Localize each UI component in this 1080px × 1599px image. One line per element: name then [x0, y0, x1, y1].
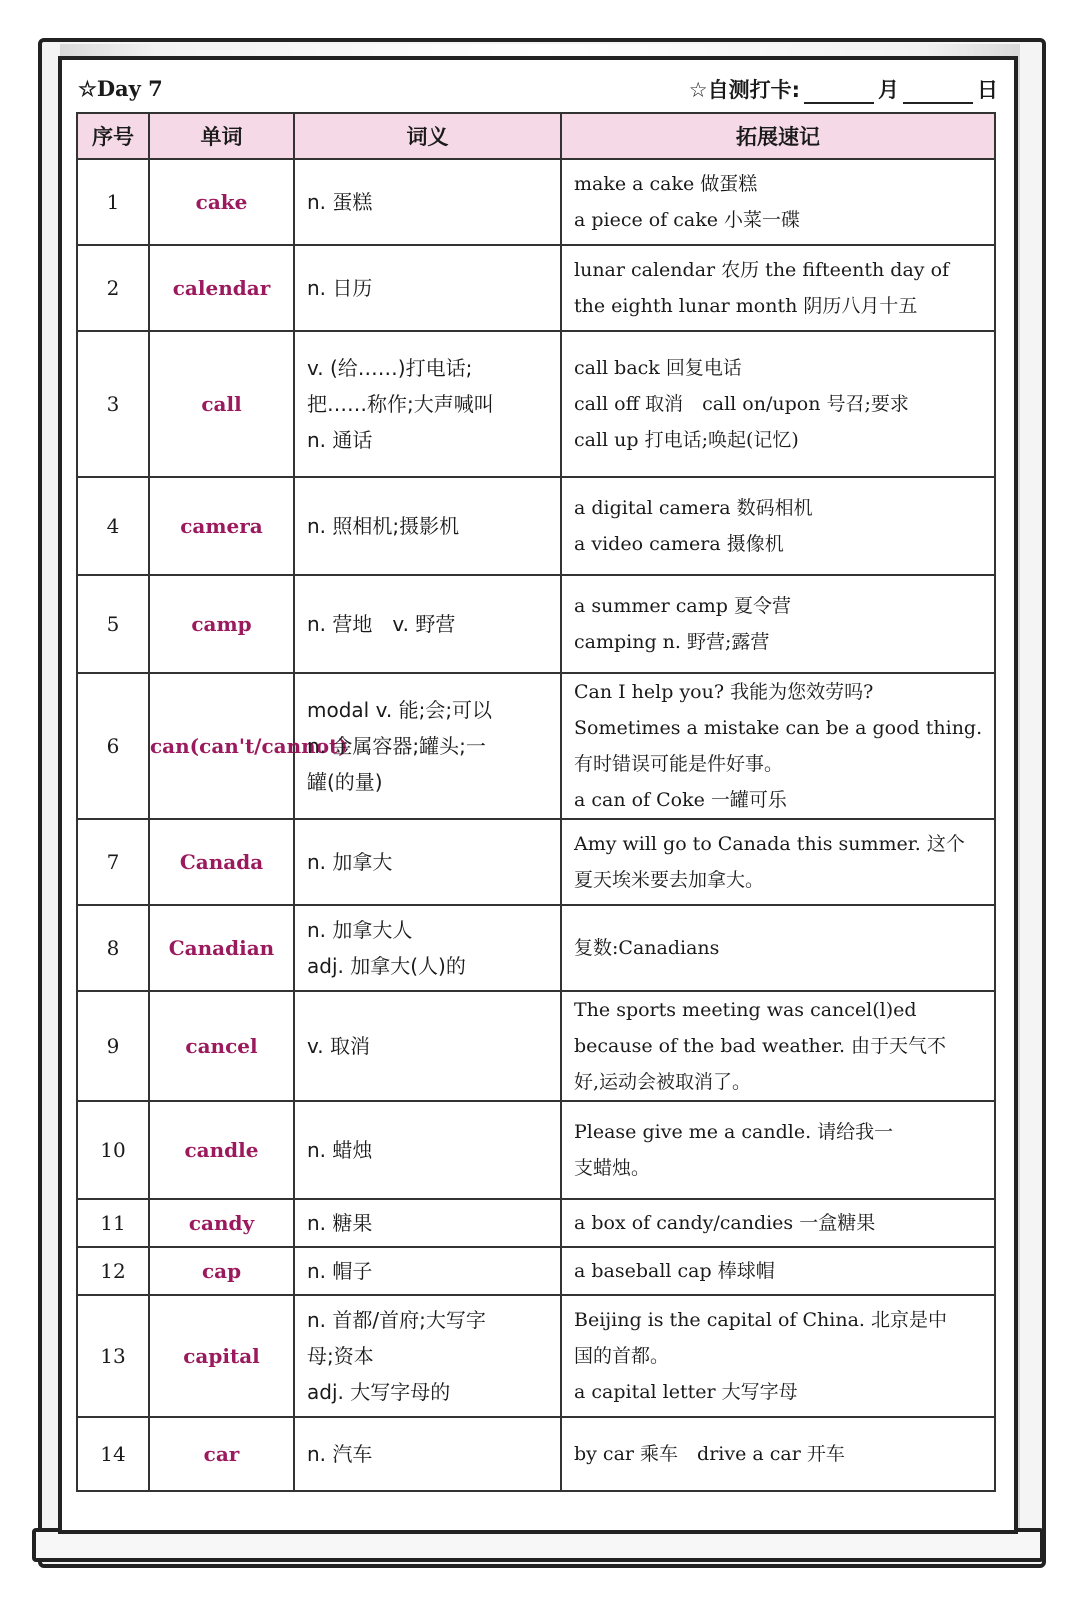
- extension-note: [561, 477, 995, 575]
- self-check-label: ☆自测打卡:: [688, 78, 800, 102]
- extension-line: 国的首都。: [574, 1345, 670, 1367]
- word-meaning: [294, 991, 561, 1101]
- extension-note: [561, 819, 995, 905]
- extension-line: a box of candy/candies 一盒糖果: [574, 1212, 876, 1234]
- table-row: [77, 819, 995, 905]
- table-row: [77, 1295, 995, 1417]
- extension-note: [561, 991, 995, 1101]
- vocab-table: [76, 112, 996, 1492]
- vocab-word: Canada: [149, 819, 294, 905]
- sheet-header: [78, 72, 998, 112]
- meaning-line: n. 糖果: [307, 1211, 373, 1235]
- vocab-sheet: [58, 56, 1018, 1534]
- col-header-extension: 拓展速记: [561, 113, 995, 159]
- vocab-word: call: [149, 331, 294, 477]
- table-row: [77, 159, 995, 245]
- self-check-line: [689, 74, 998, 104]
- vocab-word: calendar: [149, 245, 294, 331]
- extension-note: [561, 1417, 995, 1491]
- month-label: 月: [878, 78, 899, 102]
- row-number: 14: [77, 1417, 149, 1491]
- meaning-line: n. 通话: [307, 428, 373, 452]
- table-row: [77, 905, 995, 991]
- word-meaning: [294, 905, 561, 991]
- row-number: 6: [77, 673, 149, 819]
- month-blank[interactable]: [804, 80, 874, 104]
- extension-line: Can I help you? 我能为您效劳吗?: [574, 681, 874, 703]
- meaning-line: adj. 大写字母的: [307, 1380, 451, 1404]
- meaning-line: n. 日历: [307, 276, 373, 300]
- extension-line: Sometimes a mistake can be a good thing.: [574, 717, 983, 739]
- table-row: [77, 1417, 995, 1491]
- vocab-word: cap: [149, 1247, 294, 1295]
- vocab-word: cake: [149, 159, 294, 245]
- extension-line: because of the bad weather. 由于天气不: [574, 1035, 947, 1057]
- row-number: 3: [77, 331, 149, 477]
- col-header-no: 序号: [77, 113, 149, 159]
- extension-line: a can of Coke 一罐可乐: [574, 789, 787, 811]
- table-row: [77, 1101, 995, 1199]
- meaning-line: adj. 加拿大(人)的: [307, 954, 466, 978]
- vocab-word: can(can't/cannot): [149, 673, 294, 819]
- vocab-word: camera: [149, 477, 294, 575]
- extension-note: [561, 1295, 995, 1417]
- extension-note: [561, 331, 995, 477]
- meaning-line: n. 汽车: [307, 1442, 373, 1466]
- meaning-line: modal v. 能;会;可以: [307, 698, 493, 722]
- extension-line: call up 打电话;唤起(记忆): [574, 429, 799, 451]
- table-row: [77, 991, 995, 1101]
- vocab-word: candy: [149, 1199, 294, 1247]
- vocab-word: candle: [149, 1101, 294, 1199]
- meaning-line: n. 金属容器;罐头;一: [307, 734, 486, 758]
- extension-line: a capital letter 大写字母: [574, 1381, 798, 1403]
- row-number: 9: [77, 991, 149, 1101]
- meaning-line: n. 照相机;摄影机: [307, 514, 460, 538]
- extension-line: 好,运动会被取消了。: [574, 1071, 752, 1093]
- extension-note: [561, 1101, 995, 1199]
- meaning-line: n. 帽子: [307, 1259, 373, 1283]
- row-number: 7: [77, 819, 149, 905]
- meaning-line: n. 加拿大人: [307, 918, 413, 942]
- extension-line: Amy will go to Canada this summer. 这个: [574, 833, 965, 855]
- meaning-line: 母;资本: [307, 1344, 374, 1368]
- extension-line: call back 回复电话: [574, 357, 742, 379]
- table-row: [77, 331, 995, 477]
- table-header-row: [77, 113, 995, 159]
- extension-line: the eighth lunar month 阴历八月十五: [574, 295, 918, 317]
- row-number: 5: [77, 575, 149, 673]
- day-char-label: 日: [977, 78, 998, 102]
- vocab-word: Canadian: [149, 905, 294, 991]
- extension-line: call off 取消 call on/upon 号召;要求: [574, 393, 909, 415]
- col-header-meaning: 词义: [294, 113, 561, 159]
- row-number: 4: [77, 477, 149, 575]
- vocab-word: capital: [149, 1295, 294, 1417]
- row-number: 10: [77, 1101, 149, 1199]
- extension-note: [561, 905, 995, 991]
- word-meaning: [294, 1247, 561, 1295]
- row-number: 12: [77, 1247, 149, 1295]
- extension-line: lunar calendar 农历 the fifteenth day of: [574, 259, 950, 281]
- word-meaning: [294, 1199, 561, 1247]
- extension-line: 支蜡烛。: [574, 1157, 651, 1179]
- table-body: [77, 159, 995, 1491]
- extension-line: Beijing is the capital of China. 北京是中: [574, 1309, 948, 1331]
- extension-line: camping n. 野营;露营: [574, 631, 770, 653]
- table-row: [77, 1199, 995, 1247]
- word-meaning: [294, 1295, 561, 1417]
- word-meaning: [294, 245, 561, 331]
- extension-line: a piece of cake 小菜一碟: [574, 209, 801, 231]
- row-number: 1: [77, 159, 149, 245]
- extension-line: 有时错误可能是件好事。: [574, 753, 784, 775]
- word-meaning: [294, 575, 561, 673]
- extension-note: [561, 1199, 995, 1247]
- word-meaning: [294, 819, 561, 905]
- extension-line: 复数:Canadians: [574, 937, 720, 959]
- extension-line: a digital camera 数码相机: [574, 497, 813, 519]
- word-meaning: [294, 673, 561, 819]
- extension-line: Please give me a candle. 请给我一: [574, 1121, 894, 1143]
- row-number: 8: [77, 905, 149, 991]
- word-meaning: [294, 1101, 561, 1199]
- vocab-word: camp: [149, 575, 294, 673]
- row-number: 11: [77, 1199, 149, 1247]
- day-title: ☆Day 7: [78, 76, 163, 101]
- table-row: [77, 575, 995, 673]
- extension-note: [561, 1247, 995, 1295]
- row-number: 2: [77, 245, 149, 331]
- table-row: [77, 673, 995, 819]
- meaning-line: n. 营地 v. 野营: [307, 612, 456, 636]
- extension-line: a video camera 摄像机: [574, 533, 784, 555]
- meaning-line: v. 取消: [307, 1034, 370, 1058]
- meaning-line: 把……称作;大声喊叫: [307, 392, 494, 416]
- word-meaning: [294, 331, 561, 477]
- extension-line: make a cake 做蛋糕: [574, 173, 758, 195]
- meaning-line: n. 加拿大: [307, 850, 393, 874]
- meaning-line: n. 首都/首府;大写字: [307, 1308, 486, 1332]
- extension-line: a summer camp 夏令营: [574, 595, 791, 617]
- word-meaning: [294, 477, 561, 575]
- day-blank[interactable]: [903, 80, 973, 104]
- col-header-word: 单词: [149, 113, 294, 159]
- meaning-line: n. 蛋糕: [307, 190, 373, 214]
- vocab-word: car: [149, 1417, 294, 1491]
- row-number: 13: [77, 1295, 149, 1417]
- extension-line: by car 乘车 drive a car 开车: [574, 1443, 845, 1465]
- table-row: [77, 1247, 995, 1295]
- meaning-line: n. 蜡烛: [307, 1138, 373, 1162]
- extension-line: 夏天埃米要去加拿大。: [574, 869, 765, 891]
- meaning-line: 罐(的量): [307, 770, 383, 794]
- word-meaning: [294, 159, 561, 245]
- extension-note: [561, 575, 995, 673]
- extension-line: The sports meeting was cancel(l)ed: [574, 999, 917, 1021]
- table-row: [77, 477, 995, 575]
- table-row: [77, 245, 995, 331]
- extension-line: a baseball cap 棒球帽: [574, 1260, 775, 1282]
- extension-note: [561, 159, 995, 245]
- extension-note: [561, 245, 995, 331]
- word-meaning: [294, 1417, 561, 1491]
- extension-note: [561, 673, 995, 819]
- vocab-word: cancel: [149, 991, 294, 1101]
- meaning-line: v. (给……)打电话;: [307, 356, 473, 380]
